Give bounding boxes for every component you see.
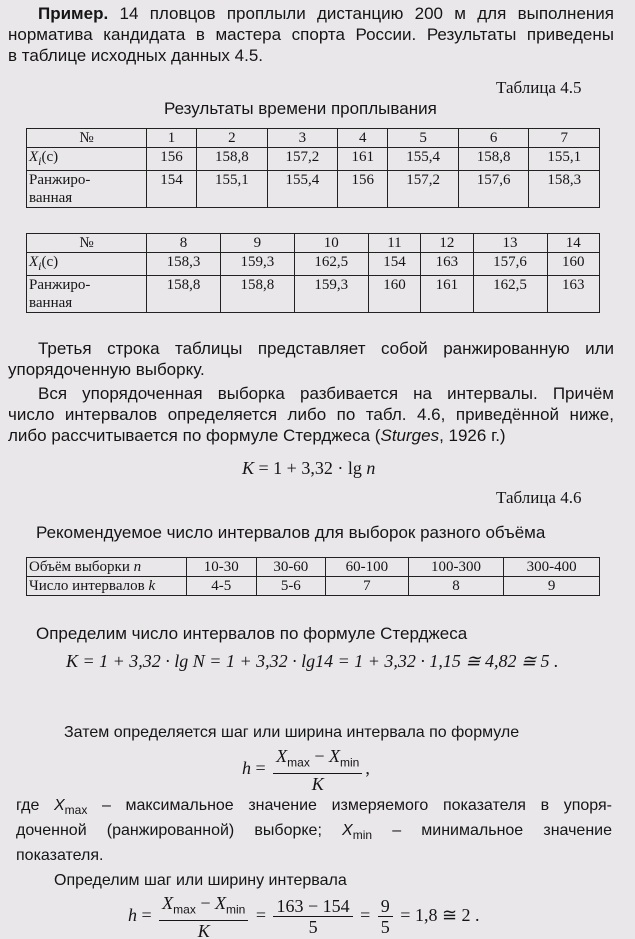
- table-cell: 155,1: [529, 148, 600, 171]
- where-line-3: показателя.: [16, 847, 104, 864]
- table-row: [27, 577, 600, 596]
- table-cell: 158,8: [197, 148, 268, 171]
- header-number-cell: №: [27, 234, 147, 253]
- table-cell: 4-5: [187, 577, 257, 596]
- table45-part1: [26, 128, 600, 208]
- table-cell: 1: [147, 129, 197, 148]
- step-fraction: $\frac{X_{max} - X_{min}}{K}$: [273, 746, 362, 794]
- table-row: [27, 253, 600, 276]
- table-cell: 100-300: [408, 558, 504, 577]
- table-cell: 9: [220, 234, 294, 253]
- table-cell: 161: [421, 276, 473, 313]
- table-cell: 160: [368, 276, 420, 313]
- table45-caption: Результаты времени проплывания: [164, 99, 437, 118]
- table-cell: 157,2: [267, 148, 338, 171]
- table-cell: 155,1: [197, 171, 268, 208]
- calc-h-fraction-2: $\frac{163 - 154}{5}$: [273, 896, 352, 937]
- table-cell: 157,6: [473, 253, 547, 276]
- table-row: [27, 558, 600, 577]
- table-cell: 156: [147, 148, 197, 171]
- sample-size-label: Объём выборки n: [27, 558, 187, 577]
- table46-caption: Рекомендуемое число интервалов для выборок разного объёма: [36, 523, 546, 542]
- table-cell: 162,5: [473, 276, 547, 313]
- table-cell: 10-30: [187, 558, 257, 577]
- table-cell: 7: [326, 577, 409, 596]
- table-cell: 155,4: [388, 148, 459, 171]
- table-cell: 60-100: [326, 558, 409, 577]
- intervals-line-1: Вся упорядоченная выборка разбивается на интервалы. Причём: [38, 384, 614, 403]
- table-row: [27, 234, 600, 253]
- table-cell: 154: [368, 253, 420, 276]
- table-cell: 13: [473, 234, 547, 253]
- table-cell: 159,3: [220, 253, 294, 276]
- table-cell: 12: [421, 234, 473, 253]
- table-cell: 163: [421, 253, 473, 276]
- table-cell: 163: [547, 276, 600, 313]
- calc-h-heading: Определим шаг или ширину интервала: [54, 872, 347, 889]
- calc-h-fraction-3: $\frac{9}{5}$: [378, 896, 393, 937]
- table-row: [27, 129, 600, 148]
- table-cell: 9: [504, 577, 600, 596]
- table-row: [27, 148, 600, 171]
- table-cell: 159,3: [294, 276, 368, 313]
- table-row: [27, 171, 600, 208]
- ranked-label-cell: Ранжиро- ванная: [27, 171, 147, 208]
- table-cell: 158,3: [147, 253, 221, 276]
- table-cell: 2: [197, 129, 268, 148]
- where-line-2: доченной (ранжированной) выборке; $X_{min}$ – минимальное значение: [16, 822, 612, 843]
- table-cell: 158,3: [529, 171, 600, 208]
- table-cell: 154: [147, 171, 197, 208]
- ranked-line-2: упорядоченную выборку.: [8, 360, 205, 379]
- table-cell: 156: [338, 171, 388, 208]
- table-cell: 30-60: [256, 558, 326, 577]
- calc-h-fraction-1: $\frac{X_{max} - X_{min}}{K}$: [159, 893, 248, 939]
- table46: [26, 557, 600, 596]
- step-intro: Затем определяется шаг или ширина интервала по формуле: [64, 724, 520, 741]
- table-cell: 161: [338, 148, 388, 171]
- xi-label-cell: $X_i(с)$: [27, 253, 147, 276]
- intro-line-3: в таблице исходных данных 4.5.: [8, 46, 263, 65]
- step-formula: h = $\frac{X_{max} - X_{min}}{K}$ ,: [242, 746, 370, 794]
- intro-bold-word: Пример.: [38, 4, 109, 23]
- calc-h-formula: h = $\frac{X_{max} - X_{min}}{K}$ = $\frac{163 - 154}{5}$ = $\frac{9}{5}$ = 1,8 ≅ 2 .: [128, 893, 480, 939]
- table-cell: 157,2: [388, 171, 459, 208]
- intervals-line-2: число интервалов определяется либо по табл. 4.6, приведённой ниже,: [8, 405, 614, 424]
- table-cell: 14: [547, 234, 600, 253]
- intro-line-2: норматива кандидата в мастера спорта России. Результаты приведены: [8, 25, 614, 44]
- intro-line-1: Пример. 14 пловцов проплыли дистанцию 200 м для выполнения: [38, 4, 614, 23]
- table45-number: Таблица 4.5: [496, 78, 582, 97]
- table-row: [27, 276, 600, 313]
- where-line-1: где $X_{max}$ – максимальное значение измеряемого показателя в упоря-: [16, 797, 612, 818]
- table-cell: 8: [408, 577, 504, 596]
- interval-count-label: Число интервалов k: [27, 577, 187, 596]
- table-cell: 8: [147, 234, 221, 253]
- calc-k-formula: K = 1 + 3,32 · lg N = 1 + 3,32 · lg14 = 1 + 3,32 · 1,15 ≅ 4,82 ≅ 5 .: [66, 651, 559, 671]
- table-cell: 160: [547, 253, 600, 276]
- table-cell: 5: [388, 129, 459, 148]
- ranked-line-1: Третья строка таблицы представляет собой ранжированную или: [38, 339, 614, 358]
- intervals-line-3: либо рассчитывается по формуле Стерджеса (Sturges, 1926 г.): [8, 426, 506, 445]
- xi-label-cell: $X_i(с)$: [27, 148, 147, 171]
- table-cell: 162,5: [294, 253, 368, 276]
- table-cell: 11: [368, 234, 420, 253]
- table-cell: 7: [529, 129, 600, 148]
- sturges-formula: K = 1 + 3,32 · lg n: [242, 458, 376, 478]
- table46-number: Таблица 4.6: [496, 488, 582, 507]
- table45-part2: [26, 233, 600, 313]
- table-cell: 158,8: [220, 276, 294, 313]
- table-cell: 3: [267, 129, 338, 148]
- table-cell: 10: [294, 234, 368, 253]
- table-cell: 157,6: [458, 171, 529, 208]
- table-cell: 155,4: [267, 171, 338, 208]
- table-cell: 158,8: [147, 276, 221, 313]
- table-cell: 158,8: [458, 148, 529, 171]
- calc-k-heading: Определим число интервалов по формуле Стерджеса: [36, 624, 468, 643]
- table-cell: 6: [458, 129, 529, 148]
- table-cell: 300-400: [504, 558, 600, 577]
- table-cell: 4: [338, 129, 388, 148]
- table-cell: 5-6: [256, 577, 326, 596]
- header-number-cell: №: [27, 129, 147, 148]
- ranked-label-cell: Ранжиро- ванная: [27, 276, 147, 313]
